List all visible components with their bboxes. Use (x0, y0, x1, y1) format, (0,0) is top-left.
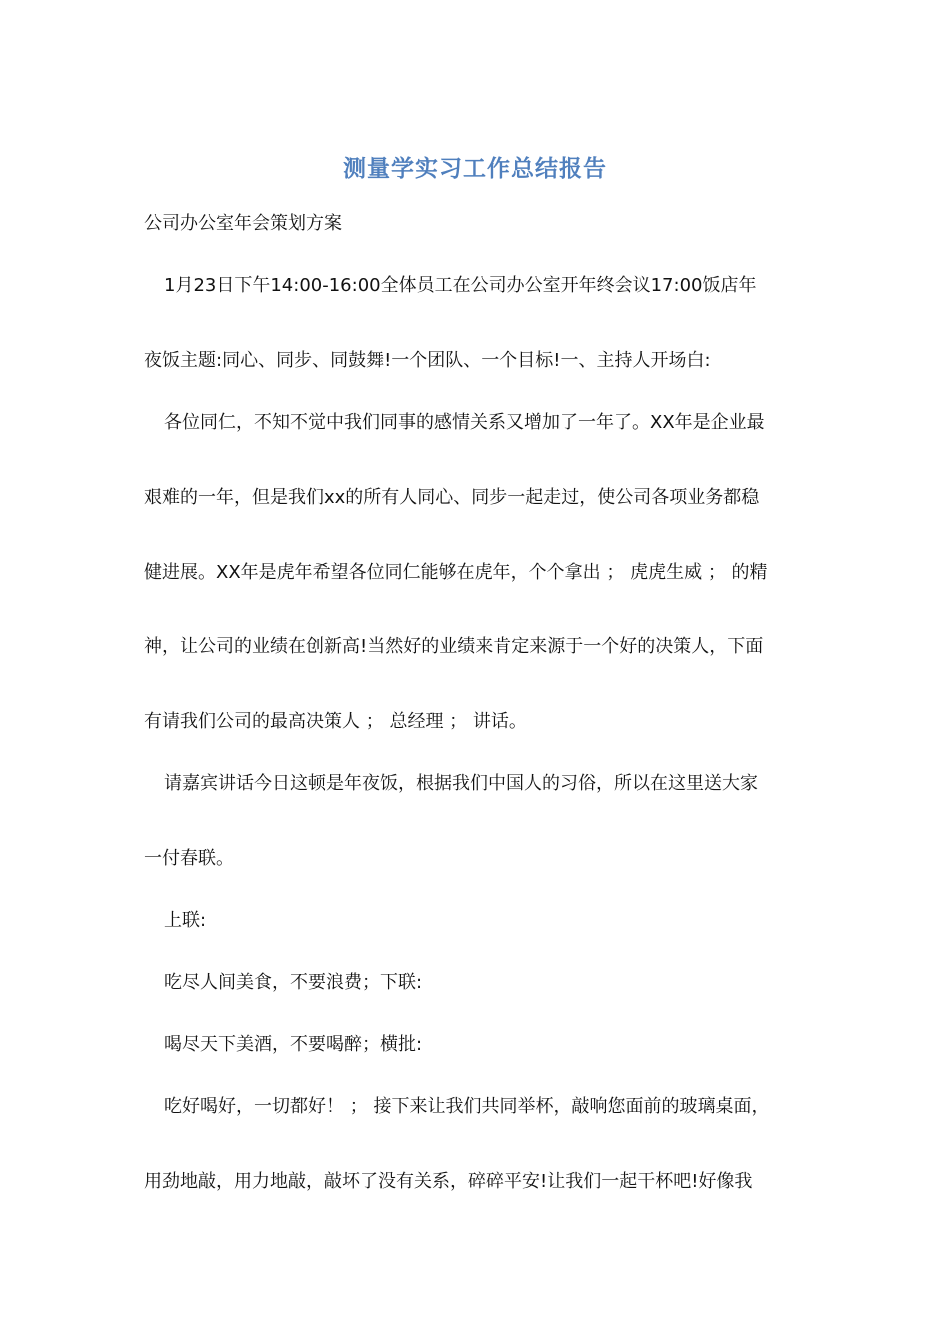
paragraph-line: 上联: (164, 910, 207, 931)
paragraph-line: 用劲地敲，用力地敲，敲坏了没有关系，碎碎平安!让我们一起干杯吧!好像我 (144, 1171, 753, 1192)
paragraph-line: 公司办公室年会策划方案 (144, 213, 342, 234)
paragraph-line: 请嘉宾讲话今日这顿是年夜饭，根据我们中国人的习俗，所以在这里送大家 (164, 773, 758, 794)
paragraph-line: 一付春联。 (144, 848, 234, 869)
paragraph-line: 神，让公司的业绩在创新高!当然好的业绩来肯定来源于一个好的决策人，下面 (144, 636, 764, 657)
paragraph-line: 吃尽人间美食，不要浪费；下联: (164, 972, 423, 993)
paragraph-line: 有请我们公司的最高决策人 ； 总经理 ； 讲话。 (144, 711, 527, 732)
paragraph-line: 各位同仁，不知不觉中我们同事的感情关系又增加了一年了。XX年是企业最 (164, 412, 765, 433)
document-title: 测量学实习工作总结报告 (343, 155, 607, 182)
paragraph-line: 健进展。XX年是虎年希望各位同仁能够在虎年，个个拿出 ； 虎虎生威 ； 的精 (144, 562, 768, 583)
paragraph-line: 喝尽天下美酒，不要喝醉；横批: (164, 1034, 423, 1055)
paragraph-line: 夜饭主题:同心、同步、同鼓舞!一个团队、一个目标!一、主持人开场白: (144, 350, 711, 371)
paragraph-line: 吃好喝好，一切都好！ ； 接下来让我们共同举杯，敲响您面前的玻璃桌面， (164, 1096, 770, 1117)
paragraph-line: 1月23日下午14:00-16:00全体员工在公司办公室开年终会议17:00饭店年 (164, 275, 757, 296)
paragraph-line: 艰难的一年，但是我们xx的所有人同心、同步一起走过，使公司各项业务都稳 (144, 487, 760, 508)
